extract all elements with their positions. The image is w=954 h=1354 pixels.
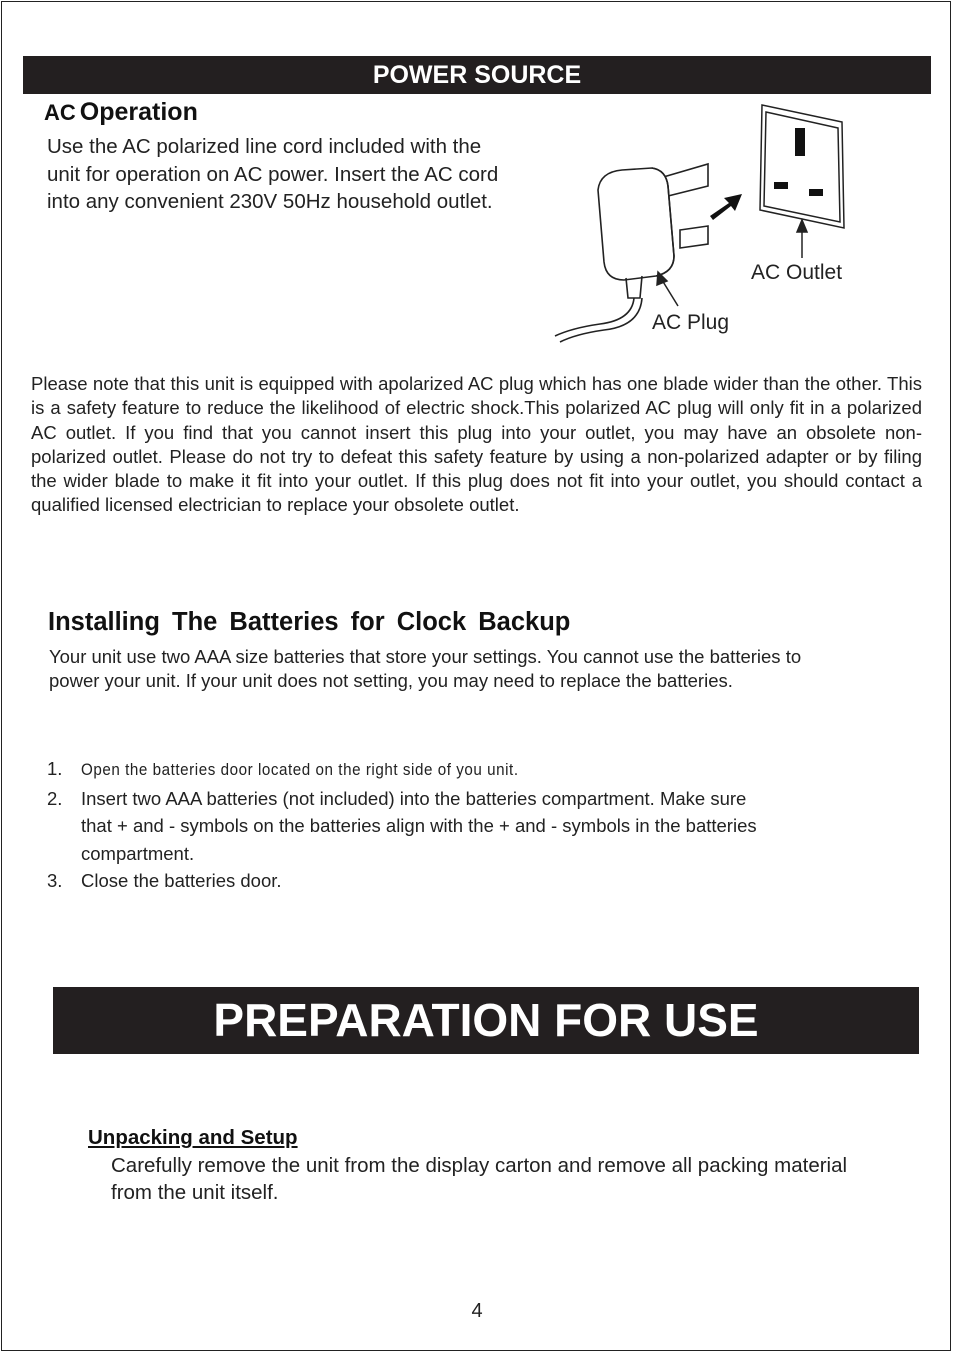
batteries-intro: Your unit use two AAA size batteries that store your settings. You cannot use the batteries to power your unit. If your unit does not setting, you may need to replace the batteries. (49, 646, 802, 691)
battery-steps-list (47, 755, 767, 895)
ac-outlet-label: AC Outlet (751, 261, 843, 284)
arrow-icon (710, 194, 742, 220)
polarized-plug-note: Please note that this unit is equipped with apolarized AC plug which has one blade wider than the other. This is a safety feature to reduce the likelihood of electric shock.This polarized AC plug will only fit in a polarized AC outlet. If you find that you cannot insert this plug into your outlet, you may have an obsolete non-polarized outlet. Please do not try to defeat this safety feature by using a non-polarized adapter or by filing the wider blade to make it fit into your outlet. If this plug does not fit into your outlet, you should contact a qualified licensed electrician to replace your obsolete outlet. (31, 373, 922, 516)
ac-operation-text: Use the AC polarized line cord included with the unit for operation on AC power. Insert the AC cord into any convenient 230V 50Hz household outlet. (47, 135, 499, 213)
power-source-header: POWER SOURCE (23, 56, 931, 94)
step-text: Insert two AAA batteries (not included) into the batteries compartment. Make sure that + and - symbols on the batteries align with the + and - symbols in the batteries compartment. (81, 787, 757, 864)
page-number: 4 (471, 1300, 483, 1322)
unpacking-heading: Unpacking and Setup (88, 1126, 298, 1149)
ac-plug-label: AC Plug (652, 311, 730, 334)
batteries-heading: Installing The Batteries for Clock Backup (48, 608, 571, 636)
step-text: Open the batteries door located on the right side of you unit. (81, 761, 519, 779)
outlet-pointer-arrow (797, 220, 807, 258)
list-item (47, 867, 767, 895)
step-number: 1. (47, 758, 63, 779)
ac-operation-heading (44, 98, 198, 127)
list-item (47, 785, 767, 868)
ac-heading-prefix: AC (44, 100, 76, 125)
ac-heading-suffix: Operation (79, 98, 198, 126)
unpacking-text: Carefully remove the unit from the display carton and remove all packing material from the unit itself. (111, 1154, 848, 1204)
wall-outlet-icon (760, 105, 844, 228)
step-text: Close the batteries door. (81, 870, 282, 891)
plug-pointer-arrow (657, 272, 678, 306)
step-number: 2. (47, 787, 63, 809)
list-item (47, 755, 767, 785)
preparation-header: PREPARATION FOR USE (53, 987, 919, 1054)
step-number: 3. (47, 870, 63, 891)
